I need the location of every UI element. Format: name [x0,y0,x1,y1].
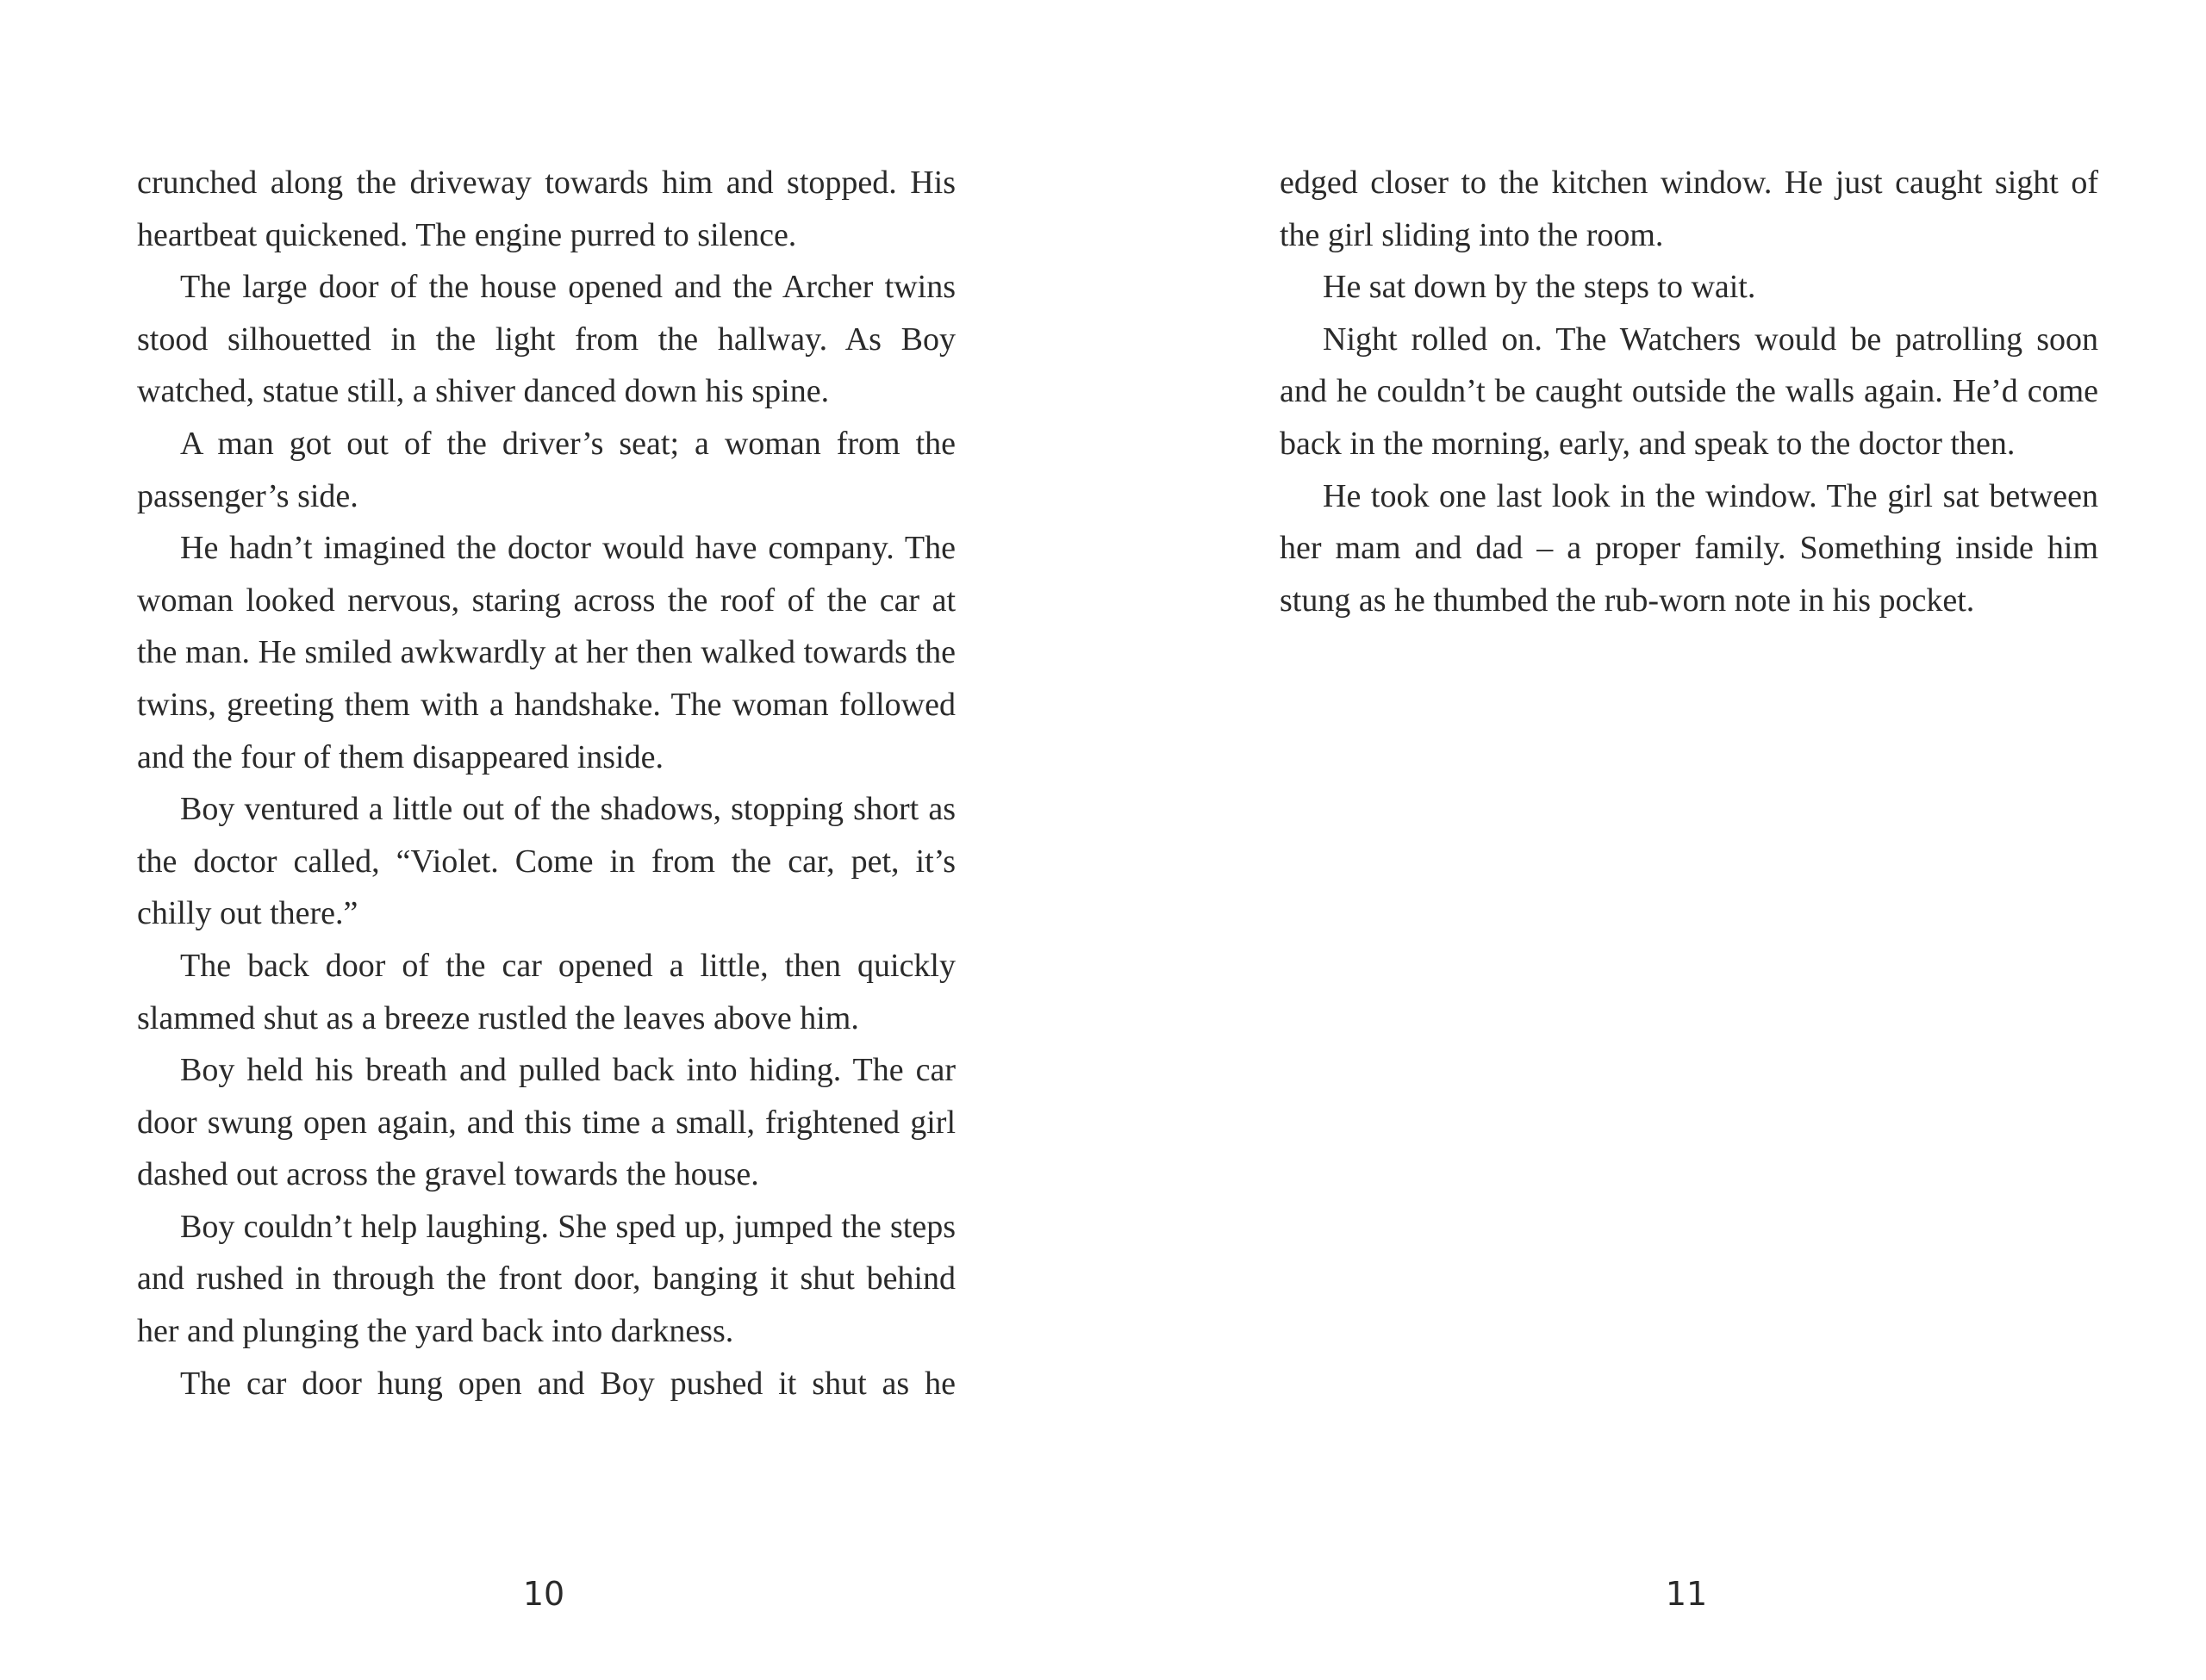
paragraph: The back door of the car opened a little, then quickly slammed shut as a breeze rustled the leaves above him. [137,947,956,1036]
paragraph: Night rolled on. The Watchers would be patrolling soon and he couldn’t be caught outside the walls again. He’d come back in the morning, early, and speak to the doctor then. [1280,320,2098,462]
left-page-text [137,157,956,1409]
paragraph: A man got out of the driver’s seat; a woman from the passenger’s side. [137,425,956,514]
paragraph: Boy ventured a little out of the shadows, stopping short as the doctor called, “Violet. Come in from the car, pet, it’s chilly out there.” [137,791,956,932]
right-page-text [1280,157,2098,626]
paragraph: Boy held his breath and pulled back into hiding. The car door swung open again, and this time a small, frightened girl dashed out across the gravel towards the house. [137,1052,956,1193]
paragraph: crunched along the driveway towards him and stopped. His heartbeat quickened. The engine purred to silence. [137,165,956,253]
paragraph: The car door hung open and Boy pushed it shut as he [180,1365,956,1402]
paragraph: The large door of the house opened and the Archer twins stood silhouetted in the light from the hallway. As Boy watched, statue still, a shiver danced down his spine. [137,269,956,410]
paragraph: Boy couldn’t help laughing. She sped up, jumped the steps and rushed in through the front door, banging it shut behind her and plunging the yard back into darkness. [137,1208,956,1350]
paragraph: He sat down by the steps to wait. [1323,269,1756,306]
page-number-left: 10 [522,1575,565,1613]
paragraph: edged closer to the kitchen window. He just caught sight of the girl sliding into the room. [1280,165,2098,253]
paragraph: He took one last look in the window. The girl sat between her mam and dad – a proper family. Something inside him stung as he thumbed the rub-worn note in his pocket. [1280,477,2098,619]
page-number-right: 11 [1665,1575,1708,1613]
paragraph: He hadn’t imagined the doctor would have company. The woman looked nervous, staring across the roof of the car at the man. He smiled awkwardly at her then walked towards the twins, greeting them with a handshake. The woman followed and the four of them disappeared inside. [137,530,956,775]
